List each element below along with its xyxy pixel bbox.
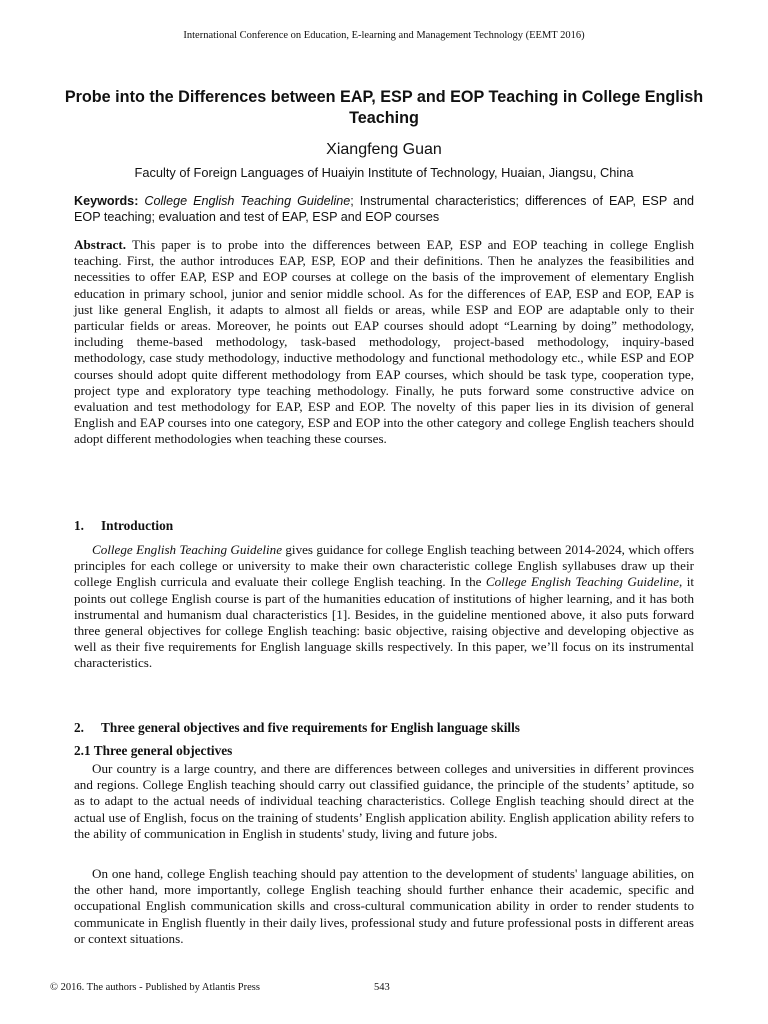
section-2-heading xyxy=(74,720,520,736)
section-2-1-paragraph-1: Our country is a large country, and there are differences between colleges and universities in different provinces and regions. College English teaching should carry out classified guidance, the principle of the students’ aptitude, so as to adapt to the actual needs of individual teaching characteristics. College English teaching should direct at the actual use of English, focus on the training of students’ English application ability. English application ability refers to the ability of communication in English in students' study, living and future jobs. xyxy=(74,761,694,841)
abstract-label: Abstract. xyxy=(74,237,126,252)
abstract-text: This paper is to probe into the differences between EAP, ESP and EOP teaching in college English teaching. First, the author introduces EAP, ESP, EOP and their definitions. Then he analyzes the feasibilities and necessities to offer EAP, ESP and EOP courses at college on the basis of the improvement of elementary English education in primary school, junior and senior middle school. As for the differences of EAP, ESP and EOP, EAP is just like general English, it adapts to almost all fields or areas, while ESP and EOP are adaptable only to their particular fields or areas. Moreover, he points out EAP courses should adopt “Learning by doing” methodology, including theme-based methodology, task-based methodology, project-based methodology, inquiry-based methodology, case study methodology, inductive methodology and functional methodology etc., while ESP and EOP courses should adopt quite different methodology from EAP courses, which should be task type, cooperation type, project type and exploratory type teaching methodology. Finally, he puts forward some constructive advice on evaluation and test methodology for EAP, ESP and EOP. The novelty of this paper lies in its division of general English and EAP courses into one category, ESP and EOP into the other category and college English teachers should adopt different methodologies when teaching these courses. xyxy=(74,237,694,447)
section-1-title: Introduction xyxy=(101,518,174,533)
section-2-title: Three general objectives and five requirements for English language skills xyxy=(101,720,520,735)
guideline-italic-lead: College English Teaching Guideline xyxy=(92,542,283,557)
keywords-label: Keywords: xyxy=(74,194,139,208)
section-1-text-b: , it points out college English course is part of the humanities education of institutions of higher learning, and it has both instrumental and humanism dual characteristics [1]. Besides, in the guideline mentioned above, it also puts forward three general objectives for college English teaching: basic objective, raising objective and developing objective as well as their five requirements for English language skills respectively. In this paper, we’ll focus on its instrumental characteristics. xyxy=(74,574,695,671)
copyright-footer: © 2016. The authors - Published by Atlantis Press xyxy=(50,982,260,993)
keywords-rest: ; Instrumental characteristics; differences of EAP, ESP and EOP teaching; evaluation and test of EAP, ESP and EOP courses xyxy=(74,194,694,224)
subsection-2-1-heading: 2.1 Three general objectives xyxy=(74,743,233,758)
keywords xyxy=(74,194,694,225)
guideline-italic-mid: College English Teaching Guideline xyxy=(485,574,680,590)
section-1-text-a: gives guidance for college English teaching between 2014-2024, which offers principles for each college or university to make their own characteristic college English syllabuses draw up their college English curricula and evaluate their college English teaching. In the xyxy=(74,542,694,590)
paper-title: Probe into the Differences between EAP, ESP and EOP Teaching in College English Teaching xyxy=(64,88,704,127)
section-2-1-paragraph-2: On one hand, college English teaching should pay attention to the development of students' language abilities, on the other hand, more importantly, college English teaching should further enhance their academic, specific and occupational English communication skills and cross-cultural communication ability in order to render students to communicate in English fluently in their daily lives, professional study and future professional posts in different areas or context situations. xyxy=(74,866,694,946)
section-2-number: 2. xyxy=(74,720,84,735)
conference-header: International Conference on Education, E-learning and Management Technology (EEMT 2016) xyxy=(183,30,585,41)
section-1-number: 1. xyxy=(74,518,84,533)
keywords-italic: College English Teaching Guideline xyxy=(144,194,351,208)
author-affiliation: Faculty of Foreign Languages of Huaiyin Institute of Technology, Huaian, Jiangsu, China xyxy=(134,165,634,180)
author-name: Xiangfeng Guan xyxy=(326,141,442,158)
page-number: 543 xyxy=(374,982,390,993)
section-1-heading xyxy=(74,518,173,534)
abstract xyxy=(74,237,694,448)
section-1-paragraph xyxy=(74,542,694,672)
